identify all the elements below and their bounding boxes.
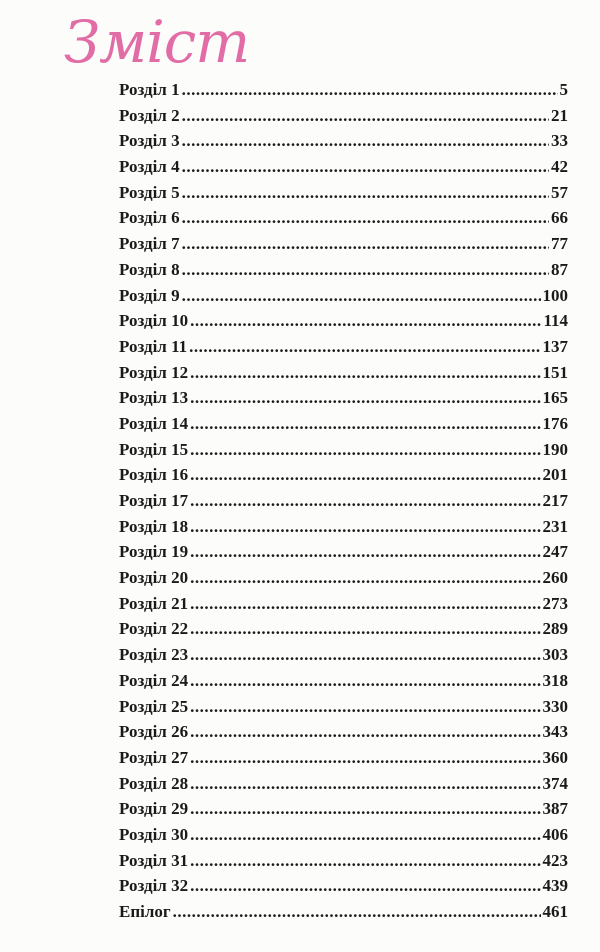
toc-entry-page-number: 406 xyxy=(542,824,568,844)
dot-leader xyxy=(190,722,540,742)
dot-leader xyxy=(182,260,549,280)
dot-leader xyxy=(190,465,540,485)
toc-entry-page-number: 360 xyxy=(542,747,568,767)
toc-entry xyxy=(119,414,568,440)
dot-leader xyxy=(190,825,540,845)
toc-entry xyxy=(119,594,568,620)
dot-leader xyxy=(190,414,540,434)
toc-entry-label: Розділ 10 xyxy=(119,311,189,331)
toc-entry xyxy=(119,465,568,491)
dot-leader xyxy=(190,697,540,717)
toc-entry-page-number: 165 xyxy=(542,388,568,408)
toc-entry-page-number: 343 xyxy=(542,722,568,742)
toc-entry xyxy=(119,568,568,594)
toc-entry-label: Розділ 16 xyxy=(119,465,189,485)
toc-entry-label: Розділ 13 xyxy=(119,388,189,408)
toc-entry xyxy=(119,671,568,697)
dot-leader xyxy=(190,799,540,819)
dot-leader xyxy=(182,106,549,126)
toc-entry-label: Розділ 24 xyxy=(119,670,189,690)
toc-entry xyxy=(119,491,568,517)
toc-entry-page-number: 57 xyxy=(551,182,568,202)
toc-entry xyxy=(119,183,568,209)
toc-entry xyxy=(119,388,568,414)
toc-entry xyxy=(119,286,568,312)
toc-entry-page-number: 190 xyxy=(542,439,568,459)
toc-entry-label: Розділ 14 xyxy=(119,413,189,433)
toc-entry-page-number: 303 xyxy=(542,645,568,665)
toc-entry-label: Розділ 5 xyxy=(119,182,180,202)
dot-leader xyxy=(190,619,540,639)
dot-leader xyxy=(190,363,540,383)
toc-entry-page-number: 318 xyxy=(542,670,568,690)
toc-entry xyxy=(119,645,568,671)
toc-entry-page-number: 33 xyxy=(551,131,568,151)
toc-entry-label: Розділ 11 xyxy=(119,336,188,356)
toc-entry xyxy=(119,748,568,774)
dot-leader xyxy=(190,594,540,614)
toc-entry xyxy=(119,619,568,645)
toc-entry xyxy=(119,208,568,234)
toc-entry-page-number: 289 xyxy=(542,619,568,639)
toc-entry xyxy=(119,131,568,157)
toc-entry-label: Розділ 4 xyxy=(119,157,180,177)
dot-leader xyxy=(190,568,540,588)
toc-entry xyxy=(119,542,568,568)
dot-leader xyxy=(190,748,540,768)
toc-entry xyxy=(119,106,568,132)
toc-entry xyxy=(119,363,568,389)
toc-entry-label: Розділ 29 xyxy=(119,799,189,819)
toc-entry-page-number: 137 xyxy=(542,336,568,356)
toc-entry-page-number: 42 xyxy=(551,157,568,177)
toc-entry-page-number: 66 xyxy=(551,208,568,228)
toc-entry xyxy=(119,825,568,851)
toc-entry-page-number: 21 xyxy=(551,105,568,125)
toc-entry-page-number: 217 xyxy=(542,491,568,510)
page-title: Зміст xyxy=(64,8,250,76)
toc-entry xyxy=(119,517,568,543)
toc-entry-label: Розділ 6 xyxy=(119,208,180,228)
toc-entry-page-number: 423 xyxy=(542,850,568,870)
toc-entry xyxy=(119,157,568,183)
toc-entry-label: Розділ 30 xyxy=(119,824,189,844)
toc-entry-label: Розділ 20 xyxy=(119,568,189,588)
toc-entry-label: Розділ 23 xyxy=(119,645,189,665)
dot-leader xyxy=(182,183,549,203)
toc-entry-page-number: 176 xyxy=(542,413,568,433)
dot-leader xyxy=(190,311,541,331)
toc-entry-label: Розділ 22 xyxy=(119,619,189,639)
toc-entry-label: Розділ 9 xyxy=(119,285,180,305)
toc-entry-label: Розділ 1 xyxy=(119,80,180,99)
toc-entry xyxy=(119,234,568,260)
toc-entry xyxy=(119,902,568,928)
dot-leader xyxy=(173,902,541,922)
dot-leader xyxy=(190,645,540,665)
toc-entry-page-number: 439 xyxy=(542,876,568,896)
toc-entry-label: Розділ 26 xyxy=(119,722,189,742)
toc-entry-page-number: 247 xyxy=(542,542,568,562)
toc-entry xyxy=(119,80,568,106)
toc-entry-label: Розділ 2 xyxy=(119,105,180,125)
toc-entry xyxy=(119,722,568,748)
dot-leader xyxy=(190,440,540,460)
dot-leader xyxy=(182,131,549,151)
toc-entry-page-number: 330 xyxy=(542,696,568,716)
toc-entry-label: Розділ 31 xyxy=(119,850,189,870)
dot-leader xyxy=(190,542,540,562)
toc-entry xyxy=(119,851,568,877)
dot-leader xyxy=(190,517,540,537)
toc-entry-label: Розділ 17 xyxy=(119,491,189,510)
toc-entry-page-number: 201 xyxy=(542,465,568,485)
toc-entry-page-number: 273 xyxy=(542,593,568,613)
dot-leader xyxy=(182,234,549,254)
toc-entry-page-number: 87 xyxy=(551,259,568,279)
toc-entry xyxy=(119,311,568,337)
toc-entry-label: Розділ 18 xyxy=(119,516,189,536)
dot-leader xyxy=(182,157,549,177)
toc-entry xyxy=(119,440,568,466)
toc-entry-page-number: 231 xyxy=(542,516,568,536)
dot-leader xyxy=(190,851,540,871)
dot-leader xyxy=(182,286,541,306)
dot-leader xyxy=(190,491,540,511)
toc-entry xyxy=(119,774,568,800)
dot-leader xyxy=(190,671,540,691)
toc-entry-page-number: 387 xyxy=(542,799,568,819)
toc-entry-label: Розділ 15 xyxy=(119,439,189,459)
toc-entry-page-number: 461 xyxy=(542,902,568,921)
dot-leader xyxy=(189,337,540,357)
toc-entry xyxy=(119,260,568,286)
toc-entry-page-number: 77 xyxy=(551,234,568,254)
dot-leader xyxy=(190,876,540,896)
toc-entry-label: Розділ 25 xyxy=(119,696,189,716)
toc-entry-page-number: 260 xyxy=(542,568,568,588)
toc-entry-label: Розділ 3 xyxy=(119,131,180,151)
toc-entry-page-number: 114 xyxy=(543,311,568,331)
dot-leader xyxy=(190,388,540,408)
toc-entry-page-number: 374 xyxy=(542,773,568,793)
toc-entry-page-number: 5 xyxy=(559,80,568,99)
toc-entry xyxy=(119,799,568,825)
toc-entry-page-number: 100 xyxy=(542,285,568,305)
toc-entry-label: Розділ 19 xyxy=(119,542,189,562)
toc-entry xyxy=(119,697,568,723)
toc-entry-label: Розділ 21 xyxy=(119,593,189,613)
toc-entry-label: Розділ 27 xyxy=(119,747,189,767)
dot-leader xyxy=(182,80,558,100)
toc-entry-label: Епілог xyxy=(119,902,171,921)
toc-entry-page-number: 151 xyxy=(542,362,568,382)
dot-leader xyxy=(190,774,540,794)
toc-entry-label: Розділ 32 xyxy=(119,876,189,896)
toc-entry-label: Розділ 7 xyxy=(119,234,180,254)
toc-entry-label: Розділ 8 xyxy=(119,259,180,279)
toc-entry xyxy=(119,337,568,363)
toc-entry-label: Розділ 12 xyxy=(119,362,189,382)
toc-entry-label: Розділ 28 xyxy=(119,773,189,793)
toc-entry xyxy=(119,876,568,902)
dot-leader xyxy=(182,208,549,228)
table-of-contents xyxy=(119,80,568,928)
